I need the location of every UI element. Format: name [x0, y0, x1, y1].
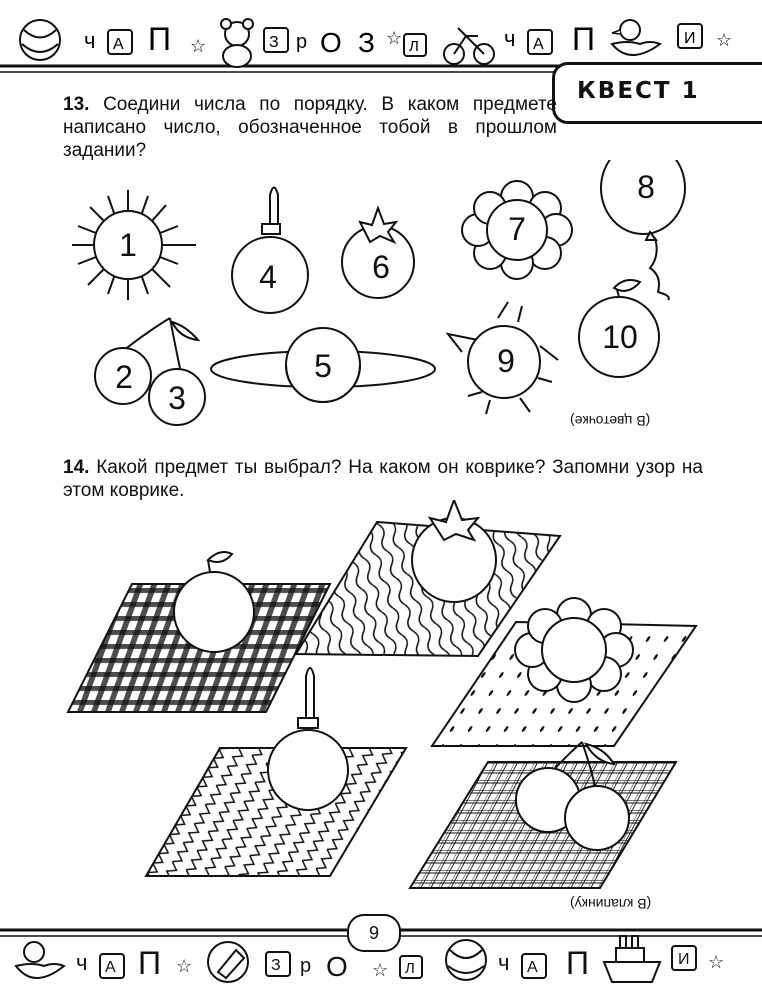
header-letter: П: [572, 21, 595, 57]
svg-text:☆: ☆: [372, 960, 389, 980]
svg-text:☆: ☆: [190, 36, 207, 56]
header-letter: ч: [504, 26, 516, 51]
task-13-instruction: Соедини числа по порядку. В каком предмете написано число, обозначенное тобой в прошлом задании?: [63, 94, 557, 161]
header-letter: П: [148, 21, 171, 57]
number-5: 5: [314, 348, 332, 384]
number-4: 4: [259, 259, 277, 295]
footer-letter: И: [678, 951, 690, 968]
bicycle-icon: [444, 28, 494, 64]
footer-letter: ч: [76, 950, 88, 975]
task-14-answer: (В клапинку): [570, 896, 652, 912]
cherries-icon: [95, 318, 205, 425]
task-13-number: 13.: [63, 94, 90, 115]
footer-letter: О: [326, 951, 348, 982]
header-letter: З: [358, 27, 375, 58]
header-letter: А: [533, 36, 544, 53]
number-2: 2: [115, 359, 133, 395]
task-14-instruction: Какой предмет ты выбрал? На каком он коврике? Запомни узор на этом коврике.: [63, 457, 703, 501]
header-letter: И: [684, 30, 696, 47]
number-10: 10: [602, 319, 638, 355]
ball-icon: [20, 20, 60, 60]
svg-text:☆: ☆: [716, 30, 733, 50]
header-letter: ч: [84, 28, 96, 53]
page-number: 9: [347, 914, 401, 952]
number-6: 6: [372, 249, 390, 285]
flower-icon: [515, 598, 633, 702]
rocket-icon: [208, 942, 248, 982]
footer-letter: П: [566, 945, 589, 981]
number-7: 7: [508, 211, 526, 247]
number-3: 3: [168, 380, 186, 416]
task-14-text: [63, 456, 703, 502]
header-letter: Л: [409, 38, 419, 55]
footer-letter: р: [300, 955, 312, 977]
number-9: 9: [497, 343, 515, 379]
header-letter: А: [113, 36, 124, 53]
task-13-answer: (В цветочке): [570, 413, 651, 429]
teddy-bear-icon: [221, 19, 253, 67]
task-14-number: 14.: [63, 457, 90, 478]
ball-icon: [446, 940, 486, 980]
task-14-illustration: [0, 500, 762, 910]
duck-icon: [16, 942, 64, 978]
footer-letter: А: [105, 959, 116, 976]
apple-icon: [174, 552, 254, 652]
header-letter: О: [320, 27, 342, 58]
task-13-text: [63, 93, 557, 162]
svg-text:☆: ☆: [176, 956, 193, 976]
header-letter: З: [269, 34, 279, 51]
quest-badge: [552, 62, 762, 124]
ship-icon: [604, 936, 660, 982]
quest-title: КВЕСТ 1: [577, 78, 700, 104]
footer-letter: Л: [405, 960, 415, 977]
svg-text:☆: ☆: [708, 952, 725, 972]
number-8: 8: [637, 169, 655, 205]
svg-text:☆: ☆: [386, 28, 403, 48]
footer-letter: ч: [498, 950, 510, 975]
number-1: 1: [119, 227, 137, 263]
christmas-ornament-icon: [268, 668, 348, 810]
footer-letter: А: [527, 959, 538, 976]
footer-letter: П: [138, 945, 161, 981]
footer-letter: З: [271, 957, 281, 974]
task-13-illustration: [0, 160, 762, 440]
tomato-icon: [412, 500, 496, 602]
header-letter: р: [296, 31, 308, 53]
duck-icon: [612, 20, 660, 55]
